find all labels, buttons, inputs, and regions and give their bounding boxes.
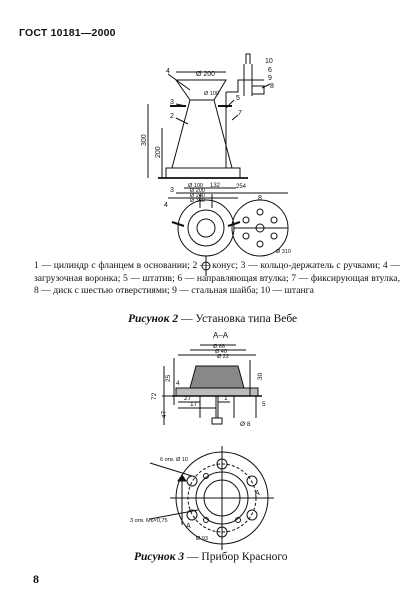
label-4: 4 [166,68,170,75]
label-7: 7 [238,110,242,117]
dim-h72: 72 [151,392,158,400]
label-10: 10 [265,58,273,65]
dim-d8: Ø 8 [240,421,251,428]
dim-d200: Ø 200 [196,71,216,78]
dim-d93: Ø 93 [196,536,208,542]
label-2: 2 [170,113,174,120]
label-8: 8 [270,83,274,90]
document-header: ГОСТ 10181—2000 [19,27,116,39]
dim-d300: Ø 300 [190,198,205,204]
dim-h200: 200 [155,146,162,158]
dim-h25: 25 [165,374,172,382]
dim-w27: 27 [184,395,192,402]
figure-2-caption-text: — Установка типа Вебе [178,313,298,325]
dim-d240: Ø 240 [190,193,205,199]
label-6: 6 [268,67,272,74]
label-3: 3 [170,99,174,106]
thread-note: 3 отв. M6×0,75 [130,518,168,524]
dim-d200b: Ø 200 [190,188,205,194]
dim-254: 254 [236,184,247,190]
dim-h30: 30 [257,372,264,380]
holes-note: 6 отв. Ø 10 [160,457,188,463]
figure-3-caption [134,551,288,563]
section-mark-A2: А [255,490,260,497]
dim-d22: Ø 22 [217,354,229,360]
label-5: 5 [236,95,240,102]
label-9: 9 [268,75,272,82]
figure-2-legend: 1 — цилиндр с фланцем в основании; 2 — конус; 3 — кольцо-держатель с ручками; 4 — загрузочная воронка; 5 — штатив; 6 — направляющая втулка; 7 — фиксирующая втулка, 8 — диск с шестью отверстиями; 9 — стальная шайба; 10 — штанга [34,260,400,297]
label-4b: 4 [164,202,168,209]
cap-body [190,366,244,388]
dim-d310: Ø 310 [276,249,291,255]
figure-2-caption-word: Рисунок 2 [128,313,179,325]
section-mark-A1: А [186,523,191,530]
dim-w4: 4 [176,380,180,387]
dim-d100: Ø 100 [204,91,219,97]
dim-w5: 5 [262,401,266,408]
dim-d100b: Ø 100 [188,183,203,189]
dim-d66: Ø 66 [213,344,225,350]
dim-w1: 1 [224,395,228,402]
label-3b: 3 [170,187,174,194]
dim-h300: 300 [141,134,148,146]
dim-d40: Ø 40 [215,349,227,355]
dim-w17: 17 [190,401,198,408]
figure-3-caption-text: — Прибор Красного [184,551,288,563]
label-8b: 8 [258,195,262,202]
dim-h47: 47 [161,410,168,418]
dim-132: 132 [210,183,221,189]
figure-3-caption-word: Рисунок 3 [134,551,185,563]
page-number: 8 [33,572,39,586]
section-label: А–А [213,331,229,340]
